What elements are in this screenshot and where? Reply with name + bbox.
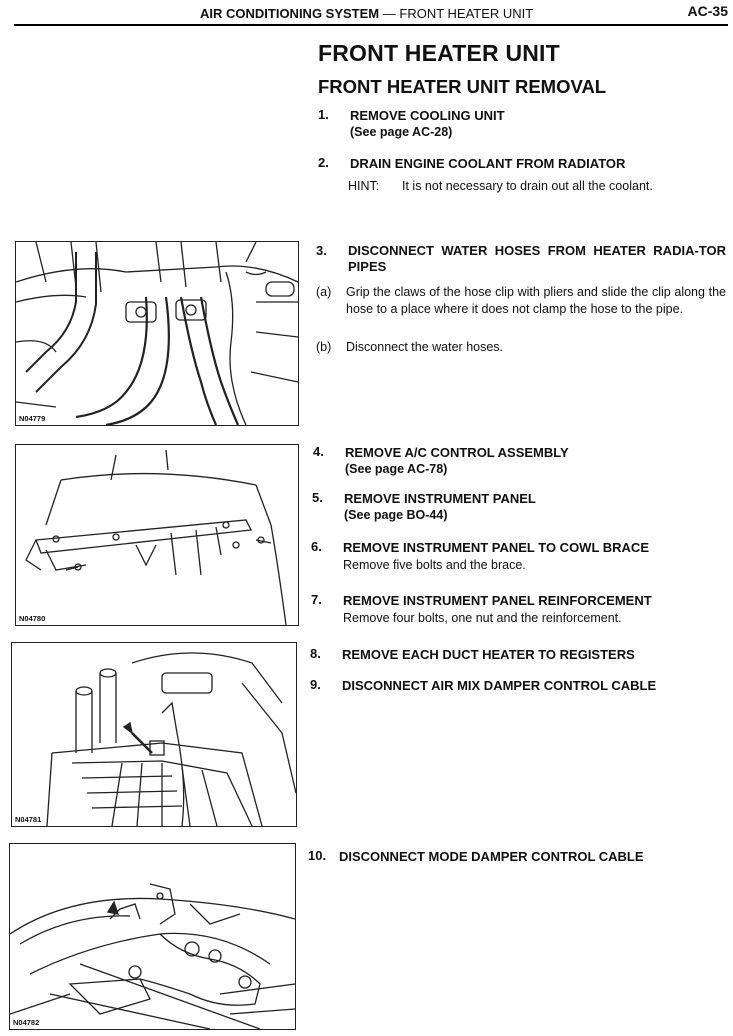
substep-label: (a)	[316, 285, 332, 299]
section-title: FRONT HEATER UNIT REMOVAL	[318, 76, 607, 97]
page-number: AC-35	[687, 3, 728, 19]
step-title: REMOVE EACH DUCT HEATER TO REGISTERS	[342, 647, 635, 662]
header-title	[200, 6, 533, 21]
step-reference: (See page BO-44)	[344, 508, 448, 522]
step-number: 6.	[311, 539, 322, 554]
step-3-title: DISCONNECT WATER HOSES FROM HEATER RADIA-TOR PIPES	[348, 243, 726, 274]
figure-2-illustration	[16, 445, 298, 625]
header-separator: —	[382, 6, 396, 21]
page-header	[14, 0, 728, 26]
figure-code: N04779	[19, 414, 46, 423]
page-title: FRONT HEATER UNIT	[318, 40, 560, 66]
step-reference: (See page AC-28)	[350, 125, 453, 139]
figure-panel-brace	[15, 444, 299, 626]
step-body: Remove four bolts, one nut and the reinforcement.	[343, 611, 622, 625]
step-title: DISCONNECT AIR MIX DAMPER CONTROL CABLE	[342, 678, 657, 693]
hint	[348, 179, 653, 193]
substep-label: (b)	[316, 340, 332, 354]
step-number: 3.	[316, 243, 327, 258]
step-reference: (See page AC-78)	[345, 462, 448, 476]
step-title: DRAIN ENGINE COOLANT FROM RADIATOR	[350, 156, 626, 171]
header-subsection: FRONT HEATER UNIT	[399, 6, 534, 21]
step-number: 7.	[311, 592, 322, 607]
step-title: REMOVE A/C CONTROL ASSEMBLY	[345, 445, 569, 460]
step-number: 1.	[318, 107, 329, 122]
step-title: REMOVE INSTRUMENT PANEL REINFORCEMENT	[343, 593, 652, 608]
figure-code: N04780	[19, 614, 46, 623]
figure-air-mix-cable	[11, 642, 297, 827]
step-body: Remove five bolts and the brace.	[343, 558, 526, 572]
step-title: DISCONNECT MODE DAMPER CONTROL CABLE	[339, 849, 644, 864]
header-section: AIR CONDITIONING SYSTEM	[200, 6, 380, 21]
figure-code: N04781	[15, 815, 42, 824]
step-number: 4.	[313, 444, 324, 459]
figure-4-illustration	[10, 844, 295, 1029]
step-number: 5.	[312, 490, 323, 505]
step-title: REMOVE COOLING UNIT	[350, 108, 505, 123]
substep-text: Disconnect the water hoses.	[346, 340, 504, 354]
hint-label: HINT:	[348, 179, 380, 193]
step-title: REMOVE INSTRUMENT PANEL	[344, 491, 536, 506]
figure-3-illustration	[12, 643, 296, 826]
figure-1-illustration	[16, 242, 298, 425]
figure-mode-damper-cable	[9, 843, 296, 1030]
step-number: 9.	[310, 677, 321, 692]
step-number: 10.	[308, 848, 327, 863]
step-title: REMOVE INSTRUMENT PANEL TO COWL BRACE	[343, 540, 649, 555]
step-number: 8.	[310, 646, 321, 661]
hint-text: It is not necessary to drain out all the coolant.	[402, 179, 653, 193]
figure-water-hoses	[15, 241, 299, 426]
figure-code: N04782	[13, 1018, 40, 1027]
step-number: 2.	[318, 155, 329, 170]
substep-text: Grip the claws of the hose clip with pliers and slide the clip along the hose to a place where it does not clamp the hose to the pipe.	[346, 285, 726, 316]
